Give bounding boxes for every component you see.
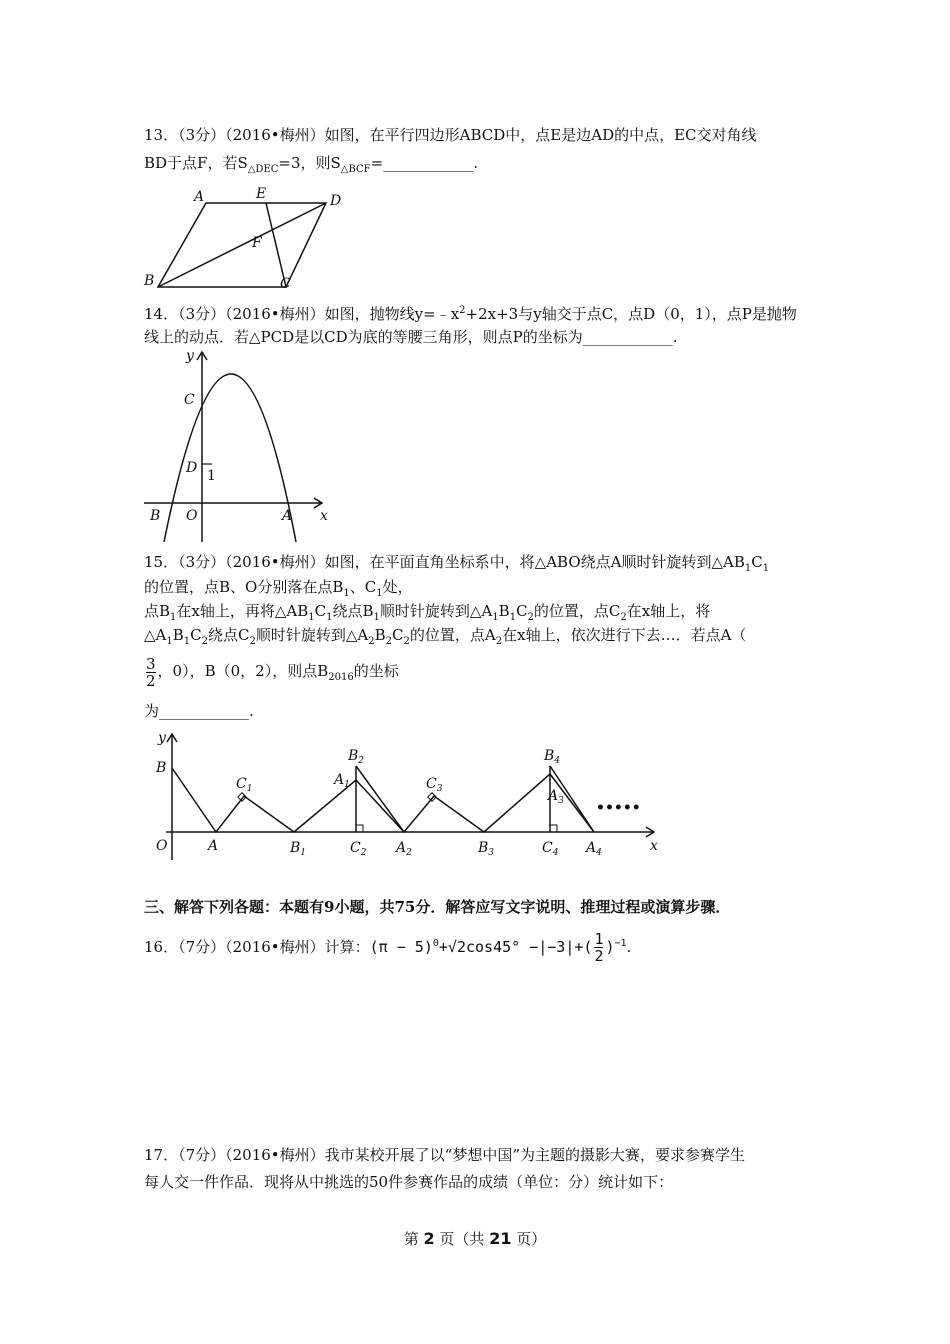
- label-o: O: [186, 508, 198, 524]
- page-footer: 第 2 页（共 21 页）: [403, 1229, 547, 1248]
- q15-line3: 点$B_1$在x轴上，再将$\triangle AB_1C_1$绕点$B_1$顺时针旋转到$\triangle A_1B_1C_2$的位置，点$C_2$在x轴上，将: [144, 602, 711, 623]
- q14-parabola-figure: [140, 346, 340, 546]
- label-b1: $B_1$: [290, 840, 307, 858]
- label-c: C: [184, 392, 195, 408]
- segment-ec: [266, 203, 286, 287]
- q15-line5: $\frac{3}{2}$ ，0），B（0，2），则点$B_{2016}$的坐标: [146, 654, 399, 690]
- q15-line1: 15．（3分）（2016•梅州）如图，在平面直角坐标系中，将△ABO绕点A顺时针旋转到$\triangle AB_1C_1$: [144, 553, 770, 574]
- label-c3: $C_3$: [426, 776, 443, 794]
- q14-line2: 线上的动点．若△PCD是以CD为底的等腰三角形，则点P的坐标为____________.: [144, 328, 678, 346]
- label-c2: $C_2$: [350, 840, 367, 858]
- label-o: O: [156, 838, 168, 854]
- label-a4: $A_4$: [586, 840, 602, 858]
- label-d: D: [330, 193, 342, 209]
- continuation-dots: •••••: [596, 800, 641, 816]
- segment-b2a2: [356, 766, 404, 832]
- label-e: E: [256, 186, 267, 202]
- label-b3: $B_3$: [478, 840, 495, 858]
- label-b: B: [150, 508, 161, 524]
- q13-parallelogram-figure: [140, 183, 350, 293]
- fraction-three-halves: $\frac{3}{2}$: [146, 654, 156, 690]
- label-y: y: [186, 348, 194, 364]
- q15-rotation-figure: [140, 726, 670, 860]
- label-a3: $A_3$: [548, 788, 564, 806]
- q17-line2: 每人交一件作品．现将从中挑选的50件参赛作品的成绩（单位：分）统计如下：: [144, 1173, 674, 1191]
- label-d: D: [186, 460, 198, 476]
- q13-line1: 13．（3分）（2016•梅州）如图，在平行四边形ABCD中，点E是边AD的中点，EC交对角线: [144, 126, 757, 144]
- diagonal-bd: [158, 203, 326, 287]
- q15-line4: $\triangle A_1B_1C_2$绕点$C_2$顺时针旋转到$\triangle A_2B_2C_2$的位置，点$A_2$在x轴上，依次进行下去…．若点A（: [144, 626, 747, 647]
- section3-heading: 三、解答下列各题：本题有9小题，共75分．解答应写文字说明、推理过程或演算步骤．: [144, 898, 731, 916]
- q17-line1: 17．（7分）（2016•梅州）我市某校开展了以“梦想中国”为主题的摄影大赛，要求参赛学生: [144, 1146, 745, 1164]
- label-b: B: [156, 760, 167, 776]
- q16-expression: $(\pi - 5)^0+√2\cos 45^\circ -|-3|+$( $\frac{1}{2}$ )$^{-1}$: [369, 930, 627, 965]
- q16-line: 16．（7分）（2016•梅州）计算：$(\pi - 5)^0+√2\cos 45^\circ -|-3|+$( $\frac{1}{2}$ )$^{-1}$.: [144, 930, 632, 965]
- label-a1: $A_1$: [334, 772, 350, 790]
- label-a: A: [282, 508, 293, 524]
- label-x: x: [650, 838, 658, 854]
- label-c: C: [280, 276, 291, 292]
- label-b4: $B_4$: [544, 748, 561, 766]
- label-x: x: [320, 508, 328, 524]
- label-b2: $B_2$: [348, 748, 365, 766]
- label-c1: $C_1$: [236, 776, 253, 794]
- current-page: 2: [423, 1229, 435, 1248]
- label-a: A: [194, 189, 205, 205]
- q14-line1: 14．（3分）（2016•梅州）如图，抛物线$y=﹣x^2+2x+3$与y轴交于点C，点D（0，1），点P是抛物: [144, 305, 797, 323]
- right-angle-c4: [550, 825, 557, 832]
- label-f: F: [252, 235, 262, 251]
- q15-line2: 的位置，点B、O分别落在点$B_1$、$C_1$处，: [144, 578, 413, 599]
- total-pages: 21: [489, 1229, 512, 1248]
- q15-line6: 为____________.: [144, 702, 254, 720]
- label-a2: $A_2$: [396, 840, 412, 858]
- label-a: A: [208, 838, 219, 854]
- q13-line2: BD于点F，若$S_{\triangle DEC}=3$，则$S_{\triangle BCF}=\_\_\_\_\_\_\_\_\_\_\_\_$.: [144, 154, 478, 175]
- label-y: y: [158, 730, 166, 746]
- label-c4: $C_4$: [542, 840, 559, 858]
- label-one: 1: [207, 468, 216, 484]
- label-b: B: [144, 273, 155, 289]
- right-angle-c2: [356, 825, 363, 832]
